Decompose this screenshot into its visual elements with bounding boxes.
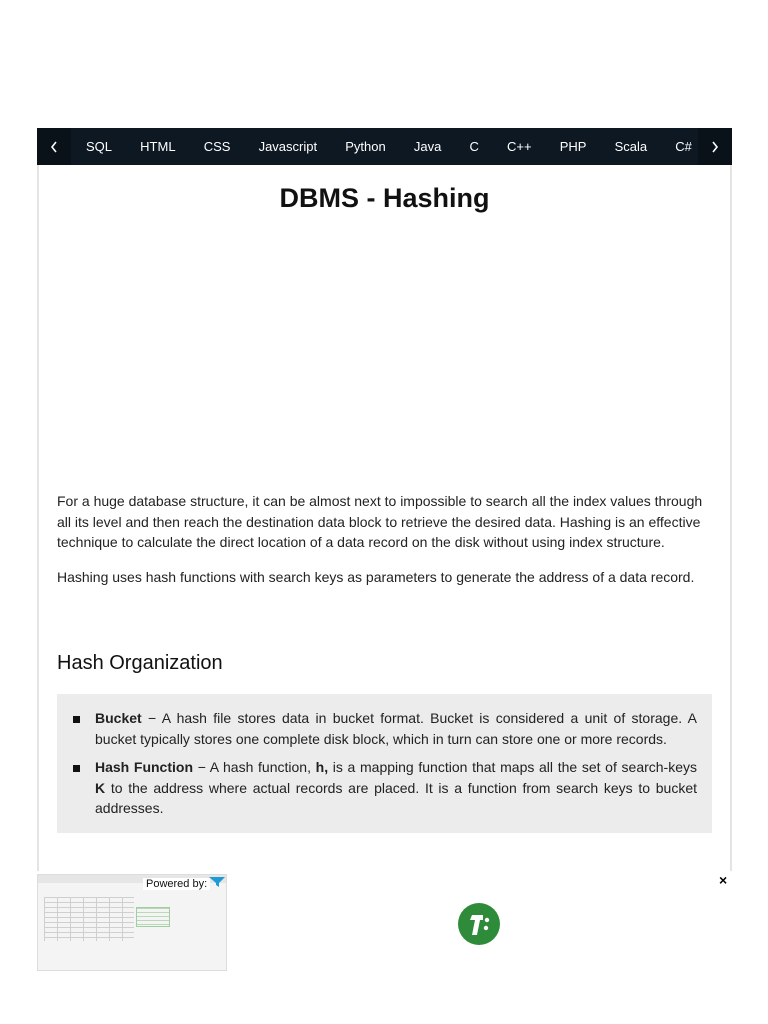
intro-paragraph: For a huge database structure, it can be almost next to impossible to search all the index values through all its level and then reach the destination data block to retrieve the desired data. Hashing is an effective technique to calculate the direct location of a data record on the disk without using index structure. <box>57 493 703 550</box>
nav-item-html[interactable]: HTML <box>140 139 176 154</box>
term-h: h, <box>315 759 329 775</box>
nav-item-csharp[interactable]: C# <box>675 139 692 154</box>
nav-item-java[interactable]: Java <box>413 139 442 154</box>
nav-item-python[interactable]: Python <box>345 139 386 154</box>
term-bucket: Bucket <box>95 710 142 726</box>
nav-items <box>71 139 698 154</box>
page-title: DBMS - Hashing <box>279 183 490 213</box>
powered-by-label: Powered by: <box>143 878 210 890</box>
nav-item-cpp[interactable]: C++ <box>507 139 532 154</box>
list-item-bucket <box>73 708 697 749</box>
chevron-left-icon[interactable] <box>37 128 71 165</box>
ad-banner[interactable] <box>37 871 732 973</box>
term-k: K <box>95 779 106 796</box>
definition-list-box <box>57 694 712 833</box>
nav-item-javascript[interactable]: Javascript <box>258 139 318 154</box>
chevron-right-icon[interactable] <box>698 128 732 165</box>
nav-item-php[interactable]: PHP <box>559 139 587 154</box>
hashing-paragraph: Hashing uses hash functions with search keys as parameters to generate the address of a data record. <box>57 568 695 585</box>
nav-item-scala[interactable]: Scala <box>614 139 648 154</box>
funnel-brand-icon <box>209 876 225 888</box>
square-bullet-icon <box>73 765 80 772</box>
nav-item-css[interactable]: CSS <box>203 139 231 154</box>
hash-function-text-c: to the address where actual records are placed. It is a function from search keys to bucket addresses. <box>95 779 697 816</box>
language-nav-bar <box>37 128 732 165</box>
list-item-hash-function <box>73 757 697 819</box>
section-heading: Hash Organization <box>57 652 223 674</box>
article-body <box>57 491 712 601</box>
term-hash-function: Hash Function <box>95 759 194 775</box>
nav-item-sql[interactable]: SQL <box>86 139 113 154</box>
square-bullet-icon <box>73 716 80 723</box>
nav-item-c[interactable]: C <box>469 139 479 154</box>
close-icon[interactable]: × <box>719 872 728 888</box>
hash-function-text-b: is a mapping function that maps all the set of search-keys <box>328 759 698 775</box>
bucket-description: − A hash file stores data in bucket format. Bucket is considered a unit of storage. A bucket typically stores one complete disk block, which in turn can store one or more records. <box>95 710 697 747</box>
hash-function-text-a: − A hash function, <box>193 759 316 775</box>
brand-logo-icon[interactable] <box>458 903 500 945</box>
